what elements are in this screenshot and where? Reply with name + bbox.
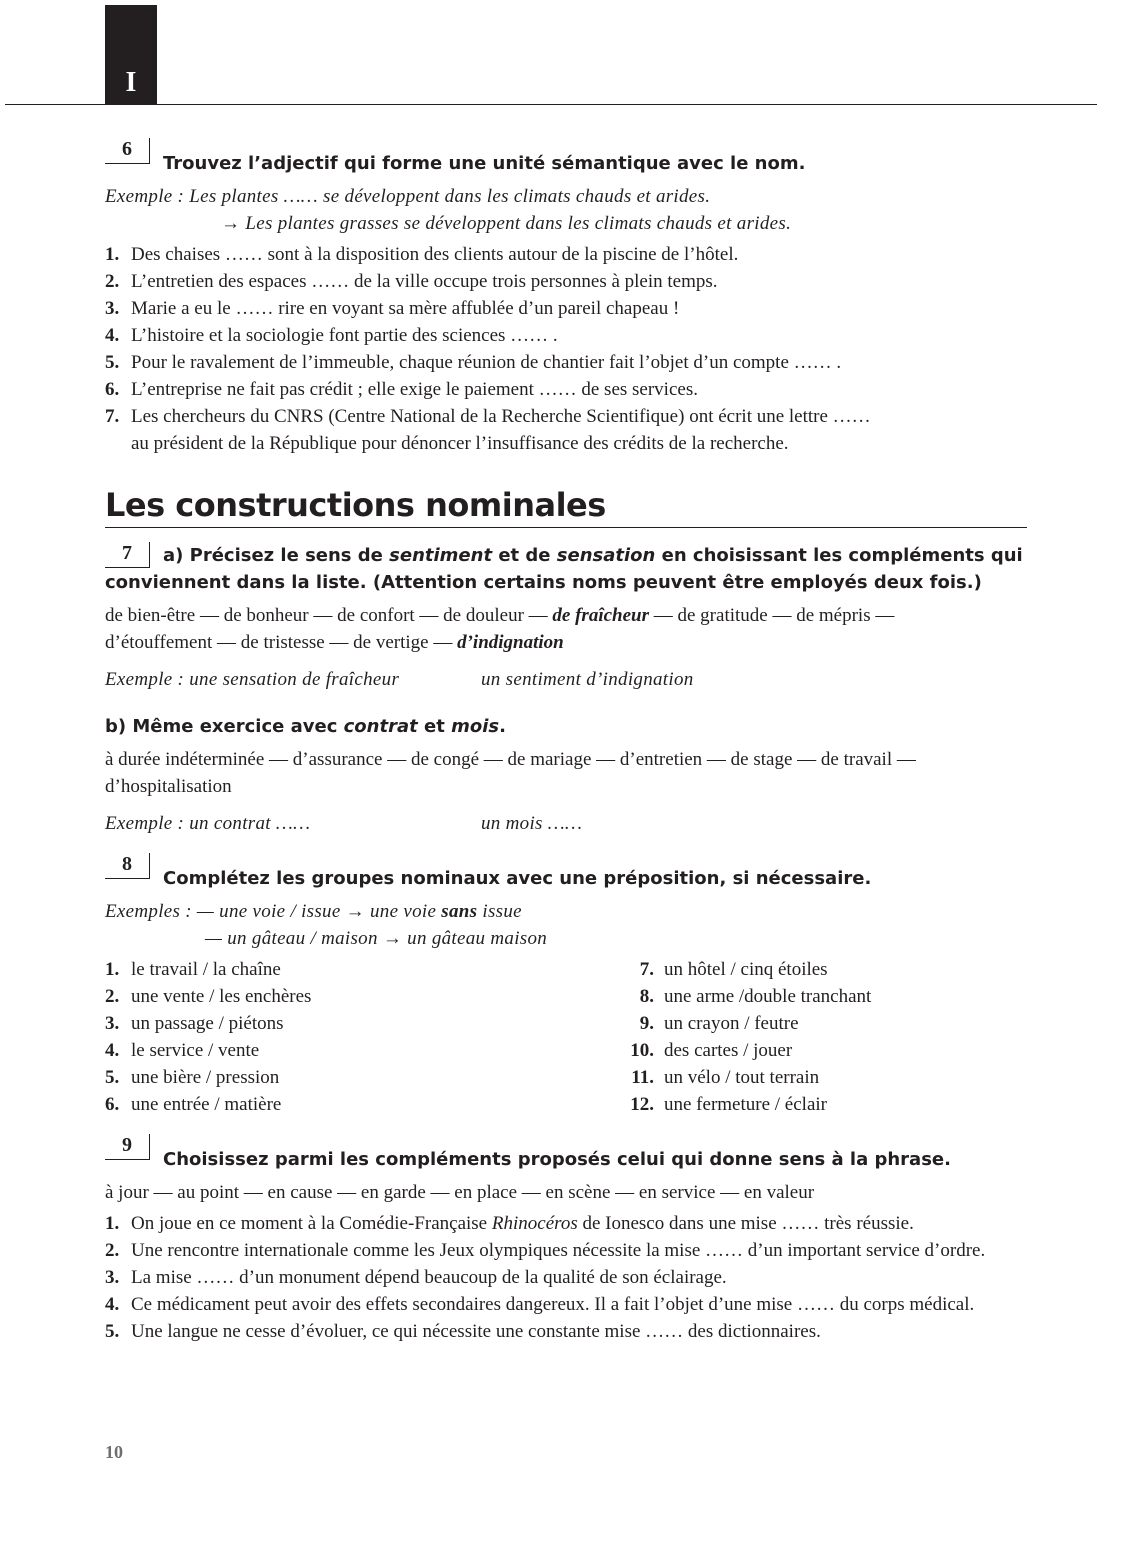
chapter-tab [105, 5, 157, 105]
exercise-title: Choisissez parmi les compléments proposés celui qui donne sens à la phrase. [163, 1149, 951, 1170]
exercise-9-header [105, 1136, 1027, 1173]
list-item: 5. une bière / pression [105, 1067, 280, 1088]
list-item: 10. des cartes / jouer [630, 1040, 793, 1061]
list-item: 1. Des chaises …… sont à la disposition des clients autour de la piscine de l’hôtel. [105, 244, 739, 265]
exercise-8-lists [105, 956, 1027, 1118]
example-line: Exemple : une sensation de fraîcheur un sentiment d’indignation [105, 669, 694, 690]
exercise-9-list [105, 1210, 1027, 1345]
exercise-title: Complétez les groupes nominaux avec une préposition, si nécessaire. [163, 868, 872, 889]
exercise-number: 9 [105, 1134, 150, 1160]
list-item: 3. Marie a eu le …… rire en voyant sa mère affublée d’un pareil chapeau ! [105, 298, 680, 319]
exercise-6-list [105, 241, 1027, 457]
list-item: 5. Une langue ne cesse d’évoluer, ce qui nécessite une constante mise …… des dictionnaires. [105, 1321, 821, 1342]
list-item: 7. un hôtel / cinq étoiles [639, 959, 828, 980]
exercise-number: 8 [105, 853, 150, 879]
exercise-7b-title: b) Même exercice avec contrat et mois. [105, 716, 506, 737]
example-line: Exemple : Les plantes …… se développent dans les climats chauds et arides. [105, 186, 711, 207]
example-line: Exemple : un contrat …… un mois …… [105, 813, 583, 834]
word-list: à jour — au point — en cause — en garde — en place — en scène — en service — en valeur [105, 1182, 815, 1203]
exercise-number: 6 [105, 138, 150, 164]
list-item: 3. un passage / piétons [105, 1013, 284, 1034]
exercise-7-header [105, 532, 1027, 596]
list-item: 9. un crayon / feutre [639, 1013, 799, 1034]
exercise-6-header [105, 140, 1027, 177]
page-number: 10 [105, 1442, 123, 1462]
list-item: 1. le travail / la chaîne [105, 959, 281, 980]
exercise-number: 7 [105, 542, 150, 568]
left-column [105, 956, 622, 1118]
list-item: 6. une entrée / matière [105, 1094, 282, 1115]
exercise-title: Trouvez l’adjectif qui forme une unité sémantique avec le nom. [163, 153, 806, 174]
list-item: 1. On joue en ce moment à la Comédie-Française Rhinocéros de Ionesco dans une mise …… très réussie. [105, 1213, 914, 1234]
list-item-continuation: au président de la République pour dénoncer l’insuffisance des crédits de la recherche. [131, 433, 789, 454]
exercise-8-header [105, 855, 1027, 892]
list-item: 4. L’histoire et la sociologie font partie des sciences …… . [105, 325, 558, 346]
example-answer-line: → Les plantes grasses se développent dans les climats chauds et arides. [221, 213, 792, 234]
exercise-title: a) Précisez le sens de sentiment et de sensation en choisissant les compléments qui conviennent dans la liste. (Attention certains noms peuvent être employés deux fois.) [105, 545, 1023, 593]
list-item: 2. Une rencontre internationale comme les Jeux olympiques nécessite la mise …… d’un important service d’ordre. [105, 1240, 986, 1261]
chapter-label: I [125, 67, 137, 98]
list-item: 4. Ce médicament peut avoir des effets secondaires dangereux. Il a fait l’objet d’une mise …… du corps médical. [105, 1294, 975, 1315]
list-item: 2. une vente / les enchères [105, 986, 312, 1007]
list-item: 5. Pour le ravalement de l’immeuble, chaque réunion de chantier fait l’objet d’un compte …… . [105, 352, 842, 373]
right-column [622, 956, 871, 1118]
list-item: 7. Les chercheurs du CNRS (Centre National de la Recherche Scientifique) ont écrit une lettre …… [105, 406, 871, 427]
header-rule [5, 104, 1097, 105]
list-item: 12. une fermeture / éclair [630, 1094, 827, 1115]
word-list-b: à durée indéterminée — d’assurance — de congé — de mariage — d’entretien — de stage — de travail — d’hospitalisation [105, 749, 916, 797]
example-line: Exemples : — une voie / issue → une voie sans issue [105, 901, 522, 922]
example-line: — un gâteau / maison → un gâteau maison [205, 928, 548, 949]
page-content [105, 140, 1027, 1345]
section-title: Les constructions nominales [105, 485, 1027, 528]
list-item: 2. L’entretien des espaces …… de la ville occupe trois personnes à plein temps. [105, 271, 718, 292]
word-list-a: de bien-être — de bonheur — de confort — de douleur — de fraîcheur — de gratitude — de mépris — d’étouffement — de tristesse — de vertige — d’indignation [105, 605, 895, 653]
list-item: 8. une arme /double tranchant [639, 986, 872, 1007]
list-item: 4. le service / vente [105, 1040, 260, 1061]
list-item: 6. L’entreprise ne fait pas crédit ; elle exige le paiement …… de ses services. [105, 379, 698, 400]
list-item: 3. La mise …… d’un monument dépend beaucoup de la qualité de son éclairage. [105, 1267, 727, 1288]
list-item: 11. un vélo / tout terrain [631, 1067, 820, 1088]
